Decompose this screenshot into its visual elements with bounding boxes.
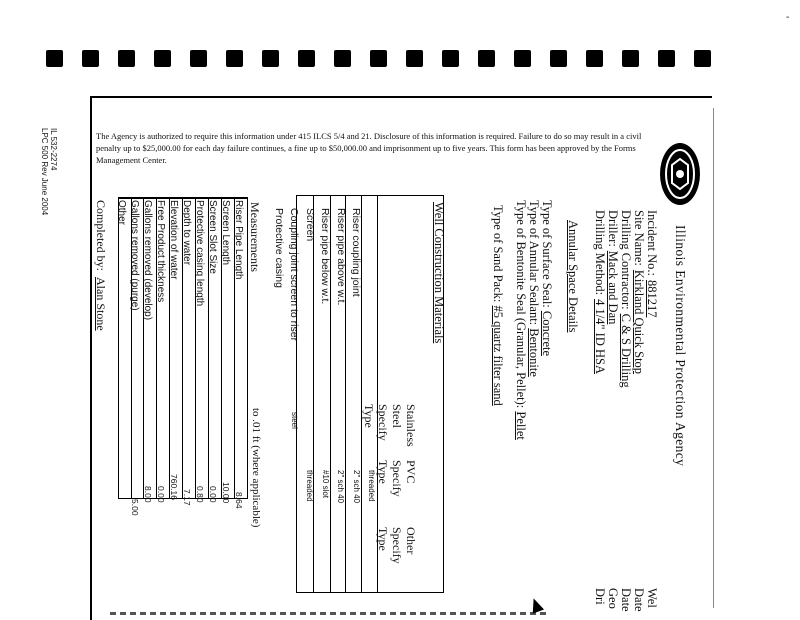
material-ss-cell: steel <box>290 412 299 429</box>
measurement-label: Screen Slot Size <box>207 200 218 274</box>
incident-no-row <box>645 210 658 388</box>
well-construction-heading: Well Construction Materials <box>432 202 446 344</box>
material-pvc-cell: 2" sch 40 <box>336 470 345 504</box>
bottom-scan-artifact <box>110 612 550 615</box>
completed-by <box>93 200 108 331</box>
annular-sealant-value: Bentonite <box>527 328 541 377</box>
measurement-label: Protective casing length <box>194 200 205 307</box>
form-number-line: IL 532-2274 <box>49 128 58 171</box>
punch-hole <box>442 50 459 67</box>
column-header-other: Other Specify Type <box>376 527 418 564</box>
contractor-value: C & S Drilling <box>619 313 633 388</box>
contractor-row <box>619 210 632 388</box>
measurement-label: Elevation of water <box>168 200 179 280</box>
page-edge <box>713 108 714 608</box>
table-rule <box>119 198 247 199</box>
measurement-label: Gallons removed (develop) <box>142 200 153 321</box>
agency-title: Illinois Environmental Protection Agency <box>673 225 688 467</box>
measurement-value: 7.17 <box>182 489 192 506</box>
material-pvc-cell: 2" sch 40 <box>352 470 361 504</box>
bentonite-seal-row <box>514 200 527 440</box>
column-header-stainless: Stainless Steel Specify Type <box>362 404 418 447</box>
material-row-label: Protective casing <box>273 208 285 288</box>
material-row-label: Riser coupling joint <box>350 208 362 297</box>
punch-hole <box>262 50 279 67</box>
bentonite-seal-label: Type of Bentonite Seal (Granular, Pellet): <box>514 200 528 409</box>
punch-hole <box>586 50 603 67</box>
punch-hole <box>370 50 387 67</box>
measurement-value: 0.00 <box>208 486 218 503</box>
bentonite-seal-value: Pellet <box>514 411 528 440</box>
punch-hole <box>658 50 675 67</box>
material-row-label: Screen <box>304 208 316 242</box>
punch-hole <box>478 50 495 67</box>
measurement-label: Other <box>116 200 127 226</box>
right-column-labels <box>593 588 658 612</box>
punch-hole <box>82 50 99 67</box>
right-column-label: Date <box>619 588 633 612</box>
punch-hole <box>334 50 351 67</box>
disclaimer-text: The Agency is authorized to require this information under 415 ILCS 5/4 and 21. Disclosure of this information is required. Failure to do so may result in a civil penalty up to $25,000.00 for each day failure continues, a fine up to $50,000.00 and imprisonment up to five years. This form has been approved by the Forms Management Center. <box>96 131 642 165</box>
punch-hole <box>118 50 135 67</box>
punch-hole <box>226 50 243 67</box>
annular-sealant-label: Type of Annular Sealant: <box>527 200 541 326</box>
measurement-label: Riser Pipe Length <box>233 200 244 280</box>
sand-pack-value: #5 quartz filter sand <box>491 305 505 406</box>
annular-space-heading: Annular Space Details <box>566 220 580 333</box>
punch-hole <box>514 50 531 67</box>
sand-pack-row <box>490 205 505 406</box>
material-row-label: Riser pipe above w.t. <box>335 208 347 306</box>
right-column-label: Dri <box>593 588 607 605</box>
material-pvc-cell: #10 slot <box>321 470 330 499</box>
completed-by-value: Alan Stone <box>94 277 108 331</box>
measurement-label: Gallons removed (purge) <box>129 200 140 311</box>
punch-hole <box>298 50 315 67</box>
column-header-pvc: PVC Specify Type <box>376 460 418 497</box>
measurement-label: Depth to water <box>181 200 192 266</box>
right-column-label: Date <box>632 588 646 612</box>
site-name-value: Kirkland Quick Stop <box>632 269 646 375</box>
punch-hole-strip <box>46 50 726 70</box>
site-name-label: Site Name: <box>632 210 646 266</box>
punch-hole <box>154 50 171 67</box>
drilling-method-row <box>593 210 606 388</box>
punch-hole <box>694 50 711 67</box>
measurement-label: Free Product thickness <box>155 200 166 303</box>
drilling-method-value: 4 1/4" ID HSA <box>593 299 607 374</box>
corner-mark: - <box>786 12 790 23</box>
driller-label: Driller: <box>606 210 620 247</box>
measurement-value: 0.00 <box>156 486 166 503</box>
driller-row <box>606 210 619 388</box>
site-name-row <box>632 210 645 388</box>
punch-hole <box>190 50 207 67</box>
surface-seal-row <box>540 200 553 440</box>
form-number <box>40 128 58 258</box>
annular-sealant-row <box>527 200 540 440</box>
surface-seal-value: Concrete <box>540 310 554 357</box>
measurement-value: 0.80 <box>195 486 205 503</box>
contractor-label: Drilling Contractor: <box>619 210 633 310</box>
material-pvc-cell: threaded <box>367 470 376 502</box>
sand-pack-label: Type of Sand Pack: <box>491 205 505 303</box>
agency-seal-logo <box>660 143 700 205</box>
right-column-label: Wel <box>645 588 659 608</box>
surface-seal-label: Type of Surface Seal: <box>540 200 554 308</box>
punch-hole <box>406 50 423 67</box>
site-info-block <box>593 210 658 388</box>
incident-no-label: Incident No.: <box>645 210 659 276</box>
measurement-value: 5.00 <box>130 499 140 516</box>
measurement-value: 760.16 <box>169 474 179 500</box>
incident-no-value: 881217 <box>645 279 659 318</box>
right-column-label: Geo <box>606 588 620 609</box>
drilling-method-label: Drilling Method: <box>593 210 607 296</box>
form-revision-line: LPC 500 Rev June 2004 <box>40 128 49 216</box>
driller-value: Mack and Dan <box>606 250 620 325</box>
material-row-label: Coupling joint screen to riser <box>288 208 300 342</box>
punch-hole <box>622 50 639 67</box>
material-row-label: Riser pipe below w.t. <box>319 208 331 305</box>
punch-hole <box>550 50 567 67</box>
seal-details <box>514 200 553 440</box>
measurement-value: 8.00 <box>143 486 153 503</box>
measurements-note: to .01 ft (where applicable) <box>250 408 262 528</box>
material-pvc-cell: threaded <box>305 470 314 502</box>
punch-hole <box>46 50 63 67</box>
measurement-value: 10.00 <box>221 482 231 504</box>
measurement-label: Screen Length <box>220 200 231 266</box>
measurement-value: 8.64 <box>234 492 244 509</box>
table-rule <box>313 196 314 592</box>
measurements-heading: Measurements <box>248 202 262 272</box>
completed-by-label: Completed by: <box>94 200 108 271</box>
